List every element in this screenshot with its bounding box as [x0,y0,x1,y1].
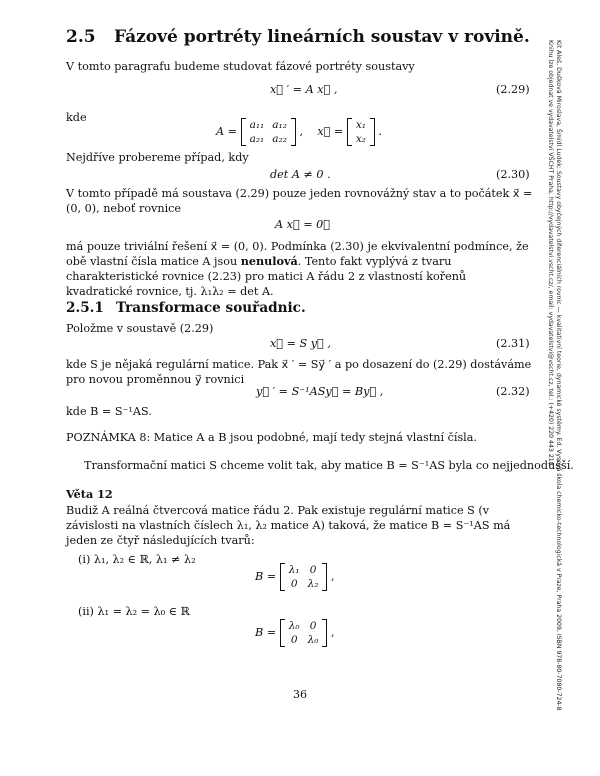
paragraph-3-bold: nenulová [240,254,298,268]
equation-number-2-31: (2.31) [496,337,530,350]
case-2-end: , [331,626,335,639]
matrix-end: . [378,125,383,138]
equation-2-29: x⃗ ′ = A x⃗ , [270,83,338,96]
matrix-b-2 [280,619,328,647]
matrix-cell: x₂ [355,133,366,145]
theorem-title: Věta 12 [66,487,113,501]
sidebar-line-2: Knihu lze objednat ve vydavatelství VŠCHT Praha, http://vydavatelstvi.vscht.cz/, email: vydavatelstvi@vscht.cz, tel.: (+420) 220 443 218 [547,40,554,466]
subsection-title: Transformace souřadnic. [116,300,306,316]
matrix-cell: x₁ [355,119,366,131]
matrix-definition [216,118,382,146]
transformation-text: Transformační matici S chceme volit tak, aby matice B = S⁻¹AS byla co nejjednodušší. [84,459,574,472]
matrix-cell: a₂₁ [249,133,265,145]
subsection-number: 2.5.1 [66,300,104,316]
intro-text: V tomto paragrafu budeme studovat fázové portréty soustavy [66,60,415,73]
matrix-cell: a₁₂ [272,119,287,131]
matrix-cell: a₂₂ [272,133,287,145]
matrix-cell: λ₀ [288,620,300,632]
case-2-label: (ii) λ₁ = λ₂ = λ₀ ∈ ℝ [78,605,190,618]
remark-8: POZNÁMKA 8: Matice A a B jsou podobné, mají tedy stejná vlastní čísla. [66,431,477,444]
matrix-a [241,118,296,146]
equation-number-2-32: (2.32) [496,385,530,398]
kde-text: kde [66,111,87,124]
matrix-cell: λ₂ [307,578,319,590]
equation-2-30: det A ≠ 0 . [270,168,331,181]
vector-x-label: x⃗ = [317,125,344,138]
case-1-end: , [331,570,335,583]
section-number: 2.5 [66,27,96,47]
case-1-b-label: B = [255,570,277,583]
matrix-cell: λ₀ [307,634,319,646]
matrix-b-1 [280,563,328,591]
matrix-cell: λ₁ [288,564,300,576]
paragraph-2: V tomto případě má soustava (2.29) pouze jeden rovnovážný stav a to počátek x⃗ = (0, 0), neboť rovnice [66,187,533,215]
case-2-matrix [255,619,335,647]
case-1-matrix [255,563,335,591]
equation-number-2-29: (2.29) [496,83,530,96]
nejdrive-text: Nejdříve probereme případ, kdy [66,151,249,164]
sidebar-citation [546,40,562,740]
matrix-cell: 0 [290,634,298,646]
vector-x [347,118,375,146]
equation-number-2-30: (2.30) [496,168,530,181]
theorem-text: Budiž A reálná čtvercová matice řádu 2. Pak existuje regulární matice S (v závislosti na vlastních číslech λ₁, λ₂ matice A) taková, že matice B = S⁻¹AS má jeden ze čtyř následujících tvarů: [66,504,511,547]
paragraph-3 [66,239,536,299]
paragraph-3-part-a: má pouze triviální řešení x⃗ = (0, 0). Podmínka (2.30) je ekvivalentní podmínce, že obě vlastní čísla matice A jsou [66,240,529,268]
subsection-heading [66,300,306,316]
case-1-label: (i) λ₁, λ₂ ∈ ℝ, λ₁ ≠ λ₂ [78,553,196,566]
matrix-cell: a₁₁ [249,119,265,131]
case-2-b-label: B = [255,626,277,639]
matrix-a-label: A = [216,125,238,138]
paragraph-4: kde S je nějaká regulární matice. Pak x⃗ ′ = Sy⃗ ′ a po dosazení do (2.29) dostáváme pro novou proměnnou y⃗ rovnici [66,358,532,386]
equation-2-31: x⃗ = S y⃗ , [270,337,331,350]
polozme-text: Položme v soustavě (2.29) [66,322,214,335]
equation-zero: A x⃗ = 0⃗ [275,218,330,231]
section-heading [66,27,530,47]
matrix-cell: 0 [309,564,317,576]
kde-b-text: kde B = S⁻¹AS. [66,405,152,418]
equation-2-32: y⃗ ′ = S⁻¹ASy⃗ = By⃗ , [256,385,384,398]
matrix-cell: 0 [309,620,317,632]
matrix-cell: 0 [290,578,298,590]
sidebar-line-1: Kit Aleš, Dušková Miroslava, Šmídl Ludek: Soustavy obyčejných diferenciálních rovnic — kvalitativní teorie, dynamické systémy. Ed. Vysoká škola chemicko-technologická v Praze, Praha 2009, ISBN 978-80-7080-724-8 [555,40,562,711]
matrix-separator: , [299,125,304,138]
page-number: 36 [293,688,307,701]
section-title: Fázové portréty lineárních soustav v rovině. [114,27,530,47]
paragraph-3-part-b: . Tento fakt vyplývá z tvaru charakteristické rovnice (2.23) pro matici A řádu 2 z vlastností kořenů kvadratické rovnice, tj. λ₁λ₂ = det A. [66,255,467,298]
